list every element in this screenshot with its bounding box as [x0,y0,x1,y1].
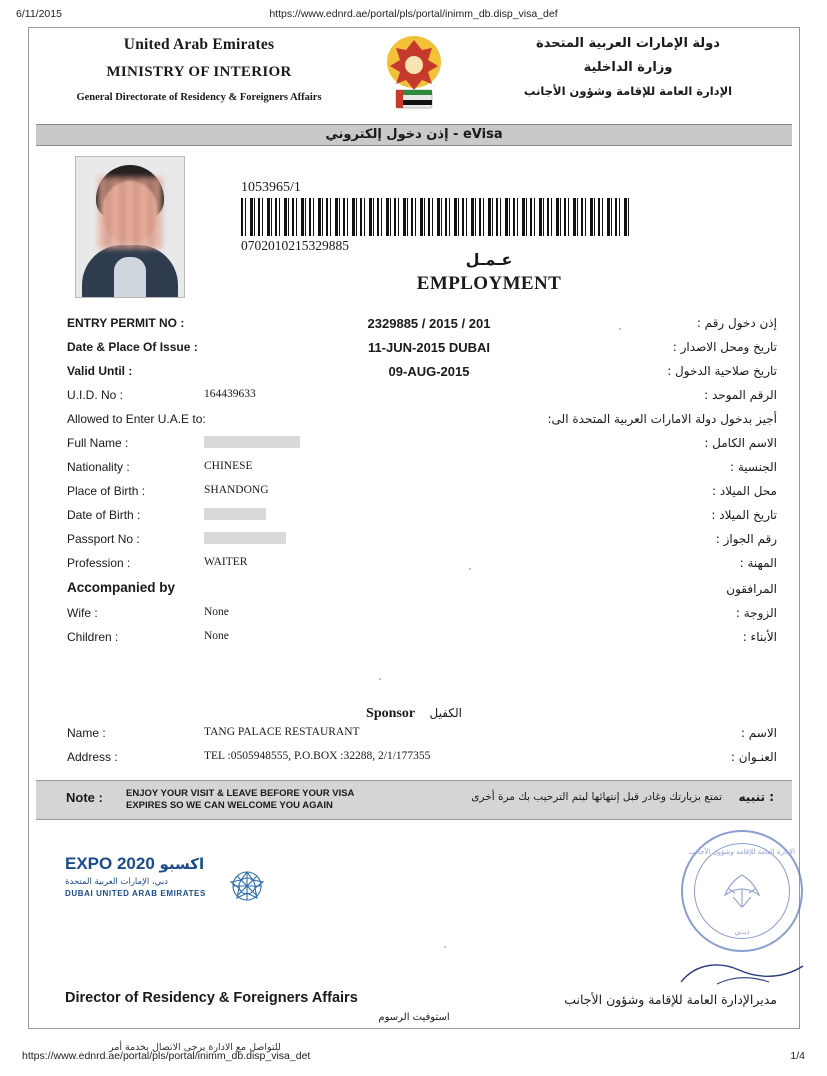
value: None [204,606,229,618]
note-text-ar: تمتع بزيارتك وغادر قبل إنتهائها ليتم الترحيب بك مرة أخرى [471,791,722,803]
label-ar: الاسم الكامل : [704,436,777,450]
value: 2329885 / 2015 / 201 [367,316,491,331]
label-en: Passport No : [67,532,140,546]
value: None [204,630,229,642]
value: TANG PALACE RESTAURANT [204,726,360,738]
print-footer [0,1050,827,1064]
detail-row-children [29,630,799,654]
label-ar: تاريخ ومحل الاصدار : [672,340,777,354]
applicant-photo [75,156,185,298]
director-title-ar: مديرالإدارة العامة للإقامة وشؤون الأجانب [564,992,777,1007]
expo-subtitle-en: DUBAI UNITED ARAB EMIRATES [65,889,206,898]
label-en: U.I.D. No : [67,388,124,402]
permit-serial-number: 1053965/1 [241,180,301,195]
label-en: Wife : [67,606,98,620]
value: TEL :0505948555, P.O.BOX :32288, 2/1/177355 [204,750,431,762]
value [204,436,300,448]
note-label-ar: تنبيه : [738,790,774,804]
director-title-en: Director of Residency & Foreigners Affairs [65,990,358,1006]
label-ar: تاريخ الميلاد : [711,508,777,522]
evisa-band: إذن دخول إلكتروني - eVisa [36,124,792,146]
masthead-arabic [463,36,793,98]
label-en: Children : [67,630,119,644]
ministry-name-en: MINISTRY OF INTERIOR [106,64,292,80]
detail-row-uid-no [29,388,799,412]
barcode-number: 0702010215329885 [241,238,349,253]
label-en: Place of Birth : [67,484,146,498]
signature [677,958,807,992]
official-stamp [681,830,803,952]
label-en: ENTRY PERMIT NO : [67,316,185,330]
label-ar: المهنة : [739,556,777,570]
label-ar: الزوجة : [735,606,777,620]
accompanied-title-en: Accompanied by [67,580,176,595]
masthead-english [29,36,369,103]
country-name-ar: دولة الإمارات العربية المتحدة [536,36,720,51]
label-ar: محل الميلاد : [712,484,777,498]
visa-type-english: EMPLOYMENT [416,273,562,294]
value [204,532,286,544]
label-en: Name : [67,726,106,740]
falcon-icon [715,869,769,913]
masthead [29,28,799,122]
details-block [29,316,799,654]
label-ar: رقم الجواز : [715,532,777,546]
print-page-number: 1/4 [790,1050,805,1062]
detail-row-allowed-to-enter [29,412,799,436]
value: 11-JUN-2015 DUBAI [367,340,491,355]
print-date: 6/11/2015 [16,8,62,20]
expo-emblem-icon [225,864,269,908]
detail-row-entry-permit-no [29,316,799,340]
stamp-text-top: الإدارة العامة للإقامة وشؤون الأجانب [689,848,795,856]
label-en: Full Name : [67,436,129,450]
detail-row-profession [29,556,799,580]
detail-row-date-place-of-issue [29,340,799,364]
sponsor-title-en: Sponsor [366,706,416,721]
note-text-en-line2: EXPIRES SO WE CAN WELCOME YOU AGAIN [126,800,333,811]
label-ar: الأبناء : [742,630,777,644]
label-ar: الرقم الموحد : [704,388,777,402]
label-en: Nationality : [67,460,130,474]
value: WAITER [204,556,248,568]
detail-row-full-name [29,436,799,460]
label-ar: الجنسية : [730,460,777,474]
print-url-top: https://www.ednrd.ae/portal/pls/portal/inimm_db.disp_visa_def [269,8,558,20]
fees-note: استوفيت الرسوم [378,1012,450,1023]
scan-speck [619,328,621,330]
print-url-bottom: https://www.ednrd.ae/portal/pls/portal/inimm_db.disp_visa_det [22,1050,311,1062]
value: SHANDONG [204,484,269,496]
label-ar: تاريخ صلاحية الدخول : [667,364,777,378]
scan-speck [469,568,471,570]
expo-title-en: EXPO 2020 [65,854,155,873]
directorate-name-ar: الإدارة العامة للإقامة وشؤون الأجانب [523,84,733,98]
note-label-en: Note : [66,790,103,805]
expo-subtitle-ar: دبي، الإمارات العربية المتحدة [65,877,168,887]
evisa-document [28,27,800,1053]
sponsor-heading [29,704,799,722]
value [204,508,266,520]
value: 164439633 [204,388,256,400]
visa-type-arabic: عـمـل [465,250,513,269]
sponsor-row-name [29,726,799,750]
detail-row-nationality [29,460,799,484]
detail-row-place-of-birth [29,484,799,508]
sponsor-block [29,726,799,774]
accompanied-by-heading [29,580,799,606]
label-en: Address : [67,750,118,764]
detail-row-date-of-birth [29,508,799,532]
note-band [36,780,792,820]
detail-row-valid-until [29,364,799,388]
label-ar: العنـوان : [730,750,777,764]
scan-speck [379,678,381,680]
label-ar: الاسم : [740,726,777,740]
print-header [0,8,827,22]
accompanied-title-ar: المرافقون [726,582,777,596]
contact-note: للتواصل مع الادارة يرجى الاتصال بخدمة أمر [109,1042,281,1053]
label-en: Profession : [67,556,131,570]
label-ar: إذن دخول رقم : [696,316,777,330]
label-en: Allowed to Enter U.A.E to: [67,412,206,426]
detail-row-wife [29,606,799,630]
label-en: Valid Until : [67,364,133,378]
barcode-image [241,198,631,236]
directorate-name-en: General Directorate of Residency & Foreigners Affairs [76,92,322,103]
uae-emblem-icon [382,32,446,116]
sponsor-row-address [29,750,799,774]
scan-speck [444,946,446,948]
sponsor-title-ar: الكفيل [429,706,462,720]
country-name-en: United Arab Emirates [123,36,275,53]
ministry-name-ar: وزارة الداخلية [583,60,673,75]
note-text-en [126,788,354,812]
note-text-en-line1: ENJOY YOUR VISIT & LEAVE BEFORE YOUR VISA [126,788,355,799]
label-en: Date & Place Of Issue : [67,340,198,354]
stamp-text-bottom: دبــي [734,928,750,936]
detail-row-passport-no [29,532,799,556]
value: 09-AUG-2015 [388,364,470,379]
label-en: Date of Birth : [67,508,141,522]
value: CHINESE [204,460,253,472]
expo-title-ar: اكسبو [159,855,205,873]
label-ar: أجيز بدخول دولة الامارات العربية المتحدة الى: [547,412,777,426]
